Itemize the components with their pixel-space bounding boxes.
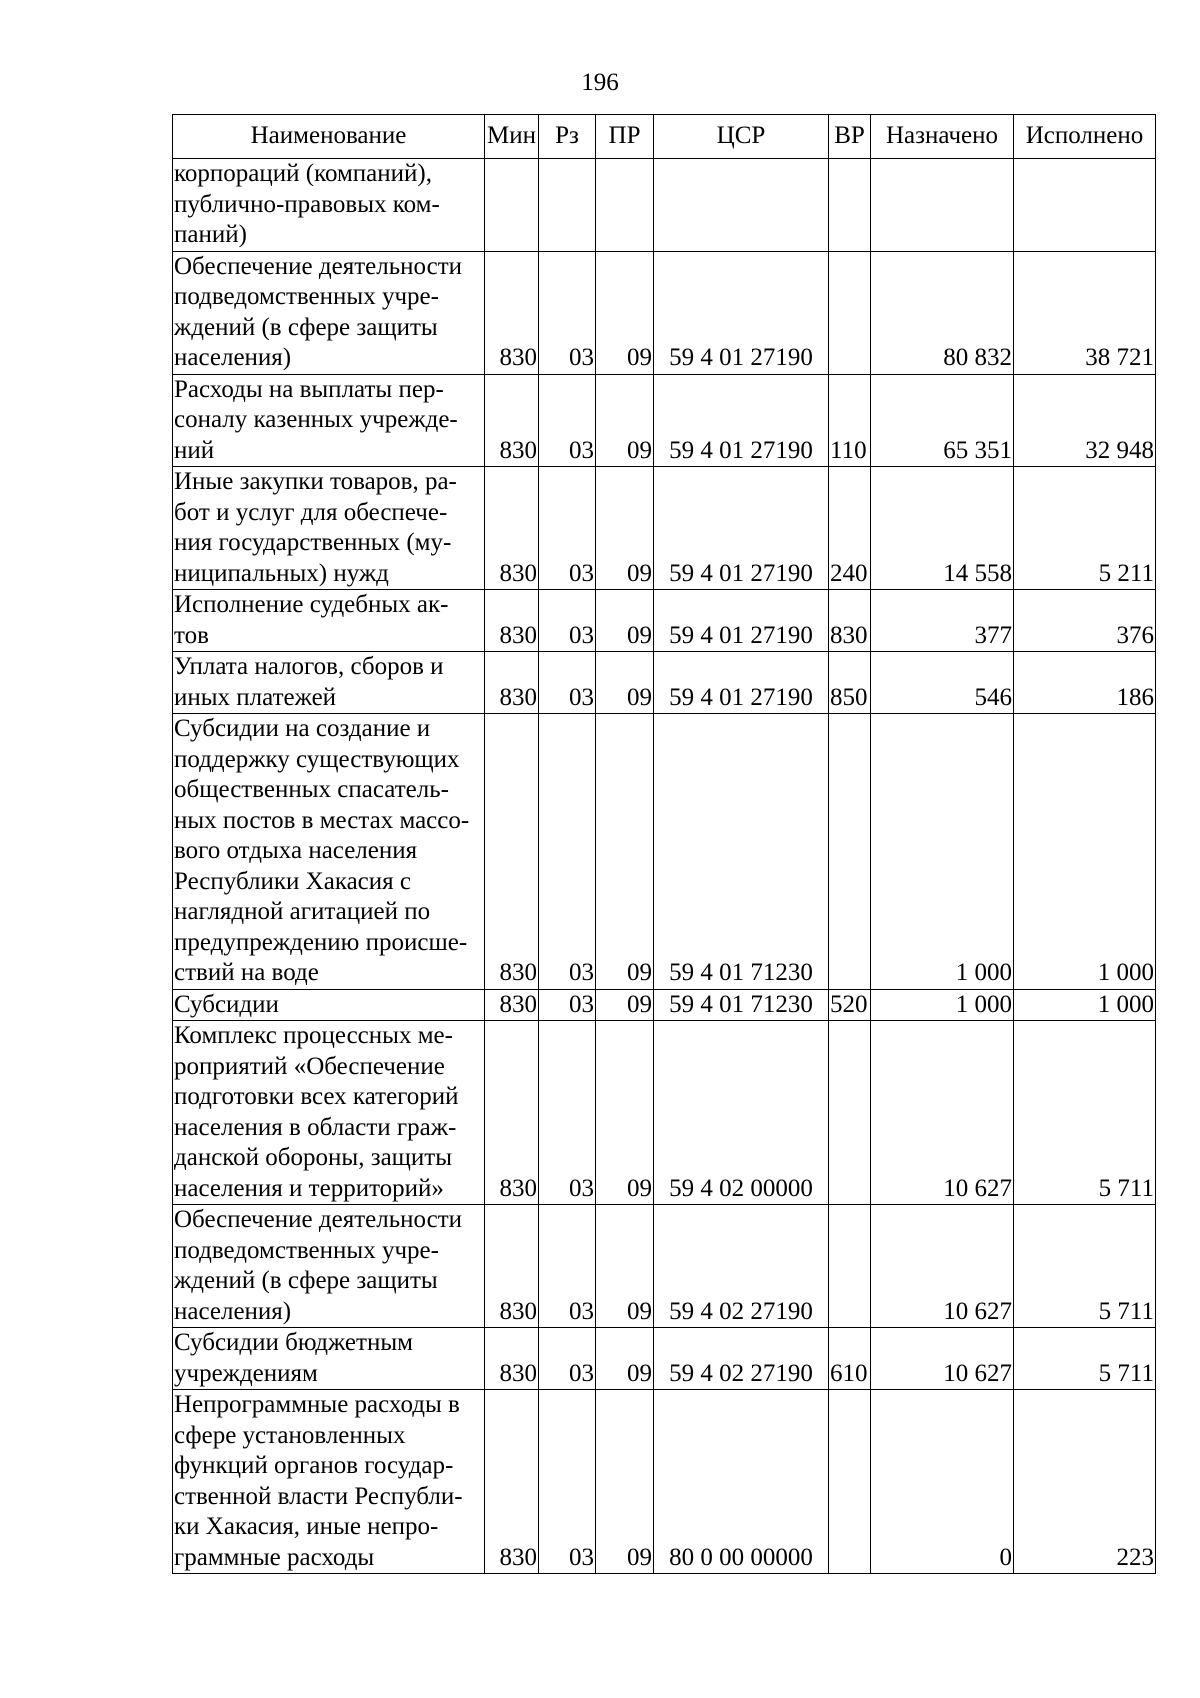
- cell-csr: 59 4 01 27190: [654, 590, 829, 652]
- cell-name-line: Субсидии: [174, 990, 279, 1018]
- cell-rz: [539, 159, 596, 252]
- budget-table: [172, 114, 1156, 1574]
- cell-executed: 5 211: [1014, 467, 1156, 590]
- cell-name-line: предупреждению происше-: [174, 928, 468, 956]
- cell-executed: 376: [1014, 590, 1156, 652]
- cell-executed: 5 711: [1014, 1205, 1156, 1328]
- cell-assigned: 80 832: [871, 251, 1014, 374]
- cell-name: [173, 251, 485, 374]
- cell-name: [173, 1021, 485, 1205]
- cell-name-line: паний): [174, 221, 247, 248]
- header-name: Наименование: [173, 115, 485, 159]
- cell-assigned: 65 351: [871, 374, 1014, 467]
- cell-rz: 03: [539, 1390, 596, 1574]
- cell-vr: 850: [829, 652, 871, 714]
- table-row: [173, 251, 1156, 374]
- cell-name-line: наглядной агитацией по: [174, 898, 431, 925]
- cell-assigned: 10 627: [871, 1021, 1014, 1205]
- cell-executed: 186: [1014, 652, 1156, 714]
- cell-rz: 03: [539, 251, 596, 374]
- table-row: [173, 374, 1156, 467]
- cell-min: 830: [485, 1390, 539, 1574]
- cell-name: [173, 714, 485, 990]
- cell-min: 830: [485, 714, 539, 990]
- cell-name-line: Расходы на выплаты пер-: [174, 375, 444, 403]
- cell-name-line: населения и территорий»: [174, 1174, 444, 1202]
- cell-vr: [829, 159, 871, 252]
- cell-pr: 09: [596, 467, 654, 590]
- table-row: [173, 989, 1156, 1021]
- cell-rz: 03: [539, 714, 596, 990]
- cell-rz: 03: [539, 652, 596, 714]
- cell-name-line: населения): [174, 344, 292, 371]
- cell-assigned: 0: [871, 1390, 1014, 1574]
- cell-csr: 59 4 02 27190: [654, 1205, 829, 1328]
- cell-name-line: соналу казенных учрежде-: [174, 406, 458, 433]
- cell-pr: 09: [596, 374, 654, 467]
- cell-pr: 09: [596, 714, 654, 990]
- cell-executed: 38 721: [1014, 251, 1156, 374]
- cell-name-line: ных постов в местах массо-: [174, 806, 470, 834]
- header-csr: ЦСР: [654, 115, 829, 159]
- cell-min: [485, 159, 539, 252]
- cell-rz: 03: [539, 590, 596, 652]
- cell-name: [173, 374, 485, 467]
- cell-min: 830: [485, 590, 539, 652]
- cell-name-line: сфере установленных: [174, 1421, 406, 1449]
- cell-vr: 110: [829, 374, 871, 467]
- cell-vr: 830: [829, 590, 871, 652]
- cell-vr: 610: [829, 1328, 871, 1390]
- cell-name-line: публично-правовых ком-: [174, 190, 440, 218]
- cell-executed: [1014, 159, 1156, 252]
- cell-name-line: Уплата налогов, сборов и: [174, 653, 444, 680]
- cell-name-line: ниципальных) нужд: [174, 559, 389, 587]
- cell-name-line: Непрограммные расходы в: [174, 1391, 460, 1418]
- header-pr: ПР: [596, 115, 654, 159]
- cell-executed: 1 000: [1014, 989, 1156, 1021]
- table-row: [173, 1021, 1156, 1205]
- page-number: 196: [581, 69, 619, 96]
- cell-name: [173, 590, 485, 652]
- cell-min: 830: [485, 1328, 539, 1390]
- cell-name-line: ки Хакасия, иные непро-: [174, 1513, 439, 1540]
- cell-name: [173, 159, 485, 252]
- cell-name-line: бот и услуг для обеспече-: [174, 498, 448, 526]
- cell-name-line: ственной власти Республи-: [174, 1482, 463, 1510]
- cell-pr: 09: [596, 1328, 654, 1390]
- cell-assigned: 377: [871, 590, 1014, 652]
- cell-min: 830: [485, 1021, 539, 1205]
- cell-name: [173, 989, 485, 1021]
- cell-min: 830: [485, 989, 539, 1021]
- cell-name-line: корпораций (компаний),: [174, 160, 432, 187]
- cell-name: [173, 1205, 485, 1328]
- cell-rz: 03: [539, 1021, 596, 1205]
- cell-name-line: населения в области граж-: [174, 1113, 457, 1141]
- cell-name-line: данской обороны, защиты: [174, 1144, 453, 1171]
- cell-rz: 03: [539, 989, 596, 1021]
- cell-assigned: 546: [871, 652, 1014, 714]
- cell-executed: 1 000: [1014, 714, 1156, 990]
- cell-vr: 240: [829, 467, 871, 590]
- cell-name-line: Исполнение судебных ак-: [174, 591, 449, 618]
- cell-assigned: 1 000: [871, 714, 1014, 990]
- header-executed: Исполнено: [1014, 115, 1156, 159]
- cell-pr: 09: [596, 1205, 654, 1328]
- cell-min: 830: [485, 467, 539, 590]
- cell-pr: 09: [596, 1390, 654, 1574]
- cell-csr: 80 0 00 00000: [654, 1390, 829, 1574]
- cell-assigned: 10 627: [871, 1328, 1014, 1390]
- table-row: [173, 1328, 1156, 1390]
- cell-min: 830: [485, 652, 539, 714]
- cell-name-line: ния государственных (му-: [174, 529, 452, 556]
- cell-pr: 09: [596, 590, 654, 652]
- table-body: [173, 159, 1156, 1574]
- cell-vr: [829, 714, 871, 990]
- cell-rz: 03: [539, 1205, 596, 1328]
- cell-rz: 03: [539, 467, 596, 590]
- cell-csr: 59 4 01 27190: [654, 652, 829, 714]
- cell-name-line: ний: [174, 436, 215, 464]
- cell-pr: [596, 159, 654, 252]
- table-row: [173, 1205, 1156, 1328]
- cell-name-line: подготовки всех категорий: [174, 1083, 459, 1110]
- cell-csr: [654, 159, 829, 252]
- header-min: Мин: [485, 115, 539, 159]
- cell-name: [173, 467, 485, 590]
- cell-min: 830: [485, 374, 539, 467]
- cell-pr: 09: [596, 652, 654, 714]
- cell-name: [173, 1328, 485, 1390]
- cell-name: [173, 1390, 485, 1574]
- cell-executed: 223: [1014, 1390, 1156, 1574]
- table-row: [173, 159, 1156, 252]
- cell-assigned: 14 558: [871, 467, 1014, 590]
- cell-vr: [829, 251, 871, 374]
- cell-name-line: роприятий «Обеспечение: [174, 1052, 445, 1080]
- cell-name-line: поддержку существующих: [174, 745, 460, 773]
- cell-csr: 59 4 01 27190: [654, 374, 829, 467]
- cell-name-line: ствий на воде: [174, 959, 319, 986]
- cell-vr: 520: [829, 989, 871, 1021]
- cell-csr: 59 4 01 71230: [654, 989, 829, 1021]
- cell-name-line: функций органов государ-: [174, 1452, 454, 1479]
- header-assigned: Назначено: [871, 115, 1014, 159]
- cell-executed: 32 948: [1014, 374, 1156, 467]
- cell-name-line: Субсидии бюджетным: [174, 1329, 413, 1356]
- cell-name-line: подведомственных учре-: [174, 283, 439, 310]
- cell-name-line: общественных спасатель-: [174, 776, 449, 803]
- cell-name-line: иных платежей: [174, 683, 337, 711]
- cell-csr: 59 4 01 27190: [654, 467, 829, 590]
- table-row: [173, 590, 1156, 652]
- cell-name-line: Комплекс процессных ме-: [174, 1022, 453, 1049]
- cell-csr: 59 4 02 27190: [654, 1328, 829, 1390]
- table-row: [173, 467, 1156, 590]
- table-row: [173, 1390, 1156, 1574]
- cell-name-line: Республики Хакасия с: [174, 867, 411, 895]
- cell-rz: 03: [539, 1328, 596, 1390]
- cell-executed: 5 711: [1014, 1021, 1156, 1205]
- cell-name-line: Иные закупки товаров, ра-: [174, 468, 457, 495]
- header-vr: ВР: [829, 115, 871, 159]
- cell-name-line: ждений (в сфере защиты: [174, 1267, 438, 1294]
- cell-pr: 09: [596, 251, 654, 374]
- cell-min: 830: [485, 251, 539, 374]
- cell-assigned: 1 000: [871, 989, 1014, 1021]
- cell-vr: [829, 1390, 871, 1574]
- cell-pr: 09: [596, 1021, 654, 1205]
- cell-name: [173, 652, 485, 714]
- cell-name-line: вого отдыха населения: [174, 837, 418, 864]
- cell-name-line: населения): [174, 1297, 292, 1325]
- cell-name-line: учреждениям: [174, 1359, 318, 1387]
- cell-assigned: 10 627: [871, 1205, 1014, 1328]
- cell-vr: [829, 1021, 871, 1205]
- cell-csr: 59 4 01 27190: [654, 251, 829, 374]
- cell-rz: 03: [539, 374, 596, 467]
- cell-name-line: Субсидии на создание и: [174, 715, 431, 742]
- cell-name-line: подведомственных учре-: [174, 1236, 439, 1264]
- table-row: [173, 652, 1156, 714]
- header-row: [173, 115, 1156, 159]
- cell-name-line: ждений (в сфере защиты: [174, 313, 438, 341]
- cell-min: 830: [485, 1205, 539, 1328]
- cell-executed: 5 711: [1014, 1328, 1156, 1390]
- cell-name-line: Обеспечение деятельности: [174, 1206, 463, 1233]
- cell-name-line: тов: [174, 621, 209, 649]
- cell-csr: 59 4 01 71230: [654, 714, 829, 990]
- table-row: [173, 714, 1156, 990]
- cell-pr: 09: [596, 989, 654, 1021]
- cell-name-line: Обеспечение деятельности: [174, 252, 463, 280]
- cell-vr: [829, 1205, 871, 1328]
- cell-csr: 59 4 02 00000: [654, 1021, 829, 1205]
- cell-assigned: [871, 159, 1014, 252]
- header-rz: Рз: [539, 115, 596, 159]
- cell-name-line: граммные расходы: [174, 1543, 375, 1571]
